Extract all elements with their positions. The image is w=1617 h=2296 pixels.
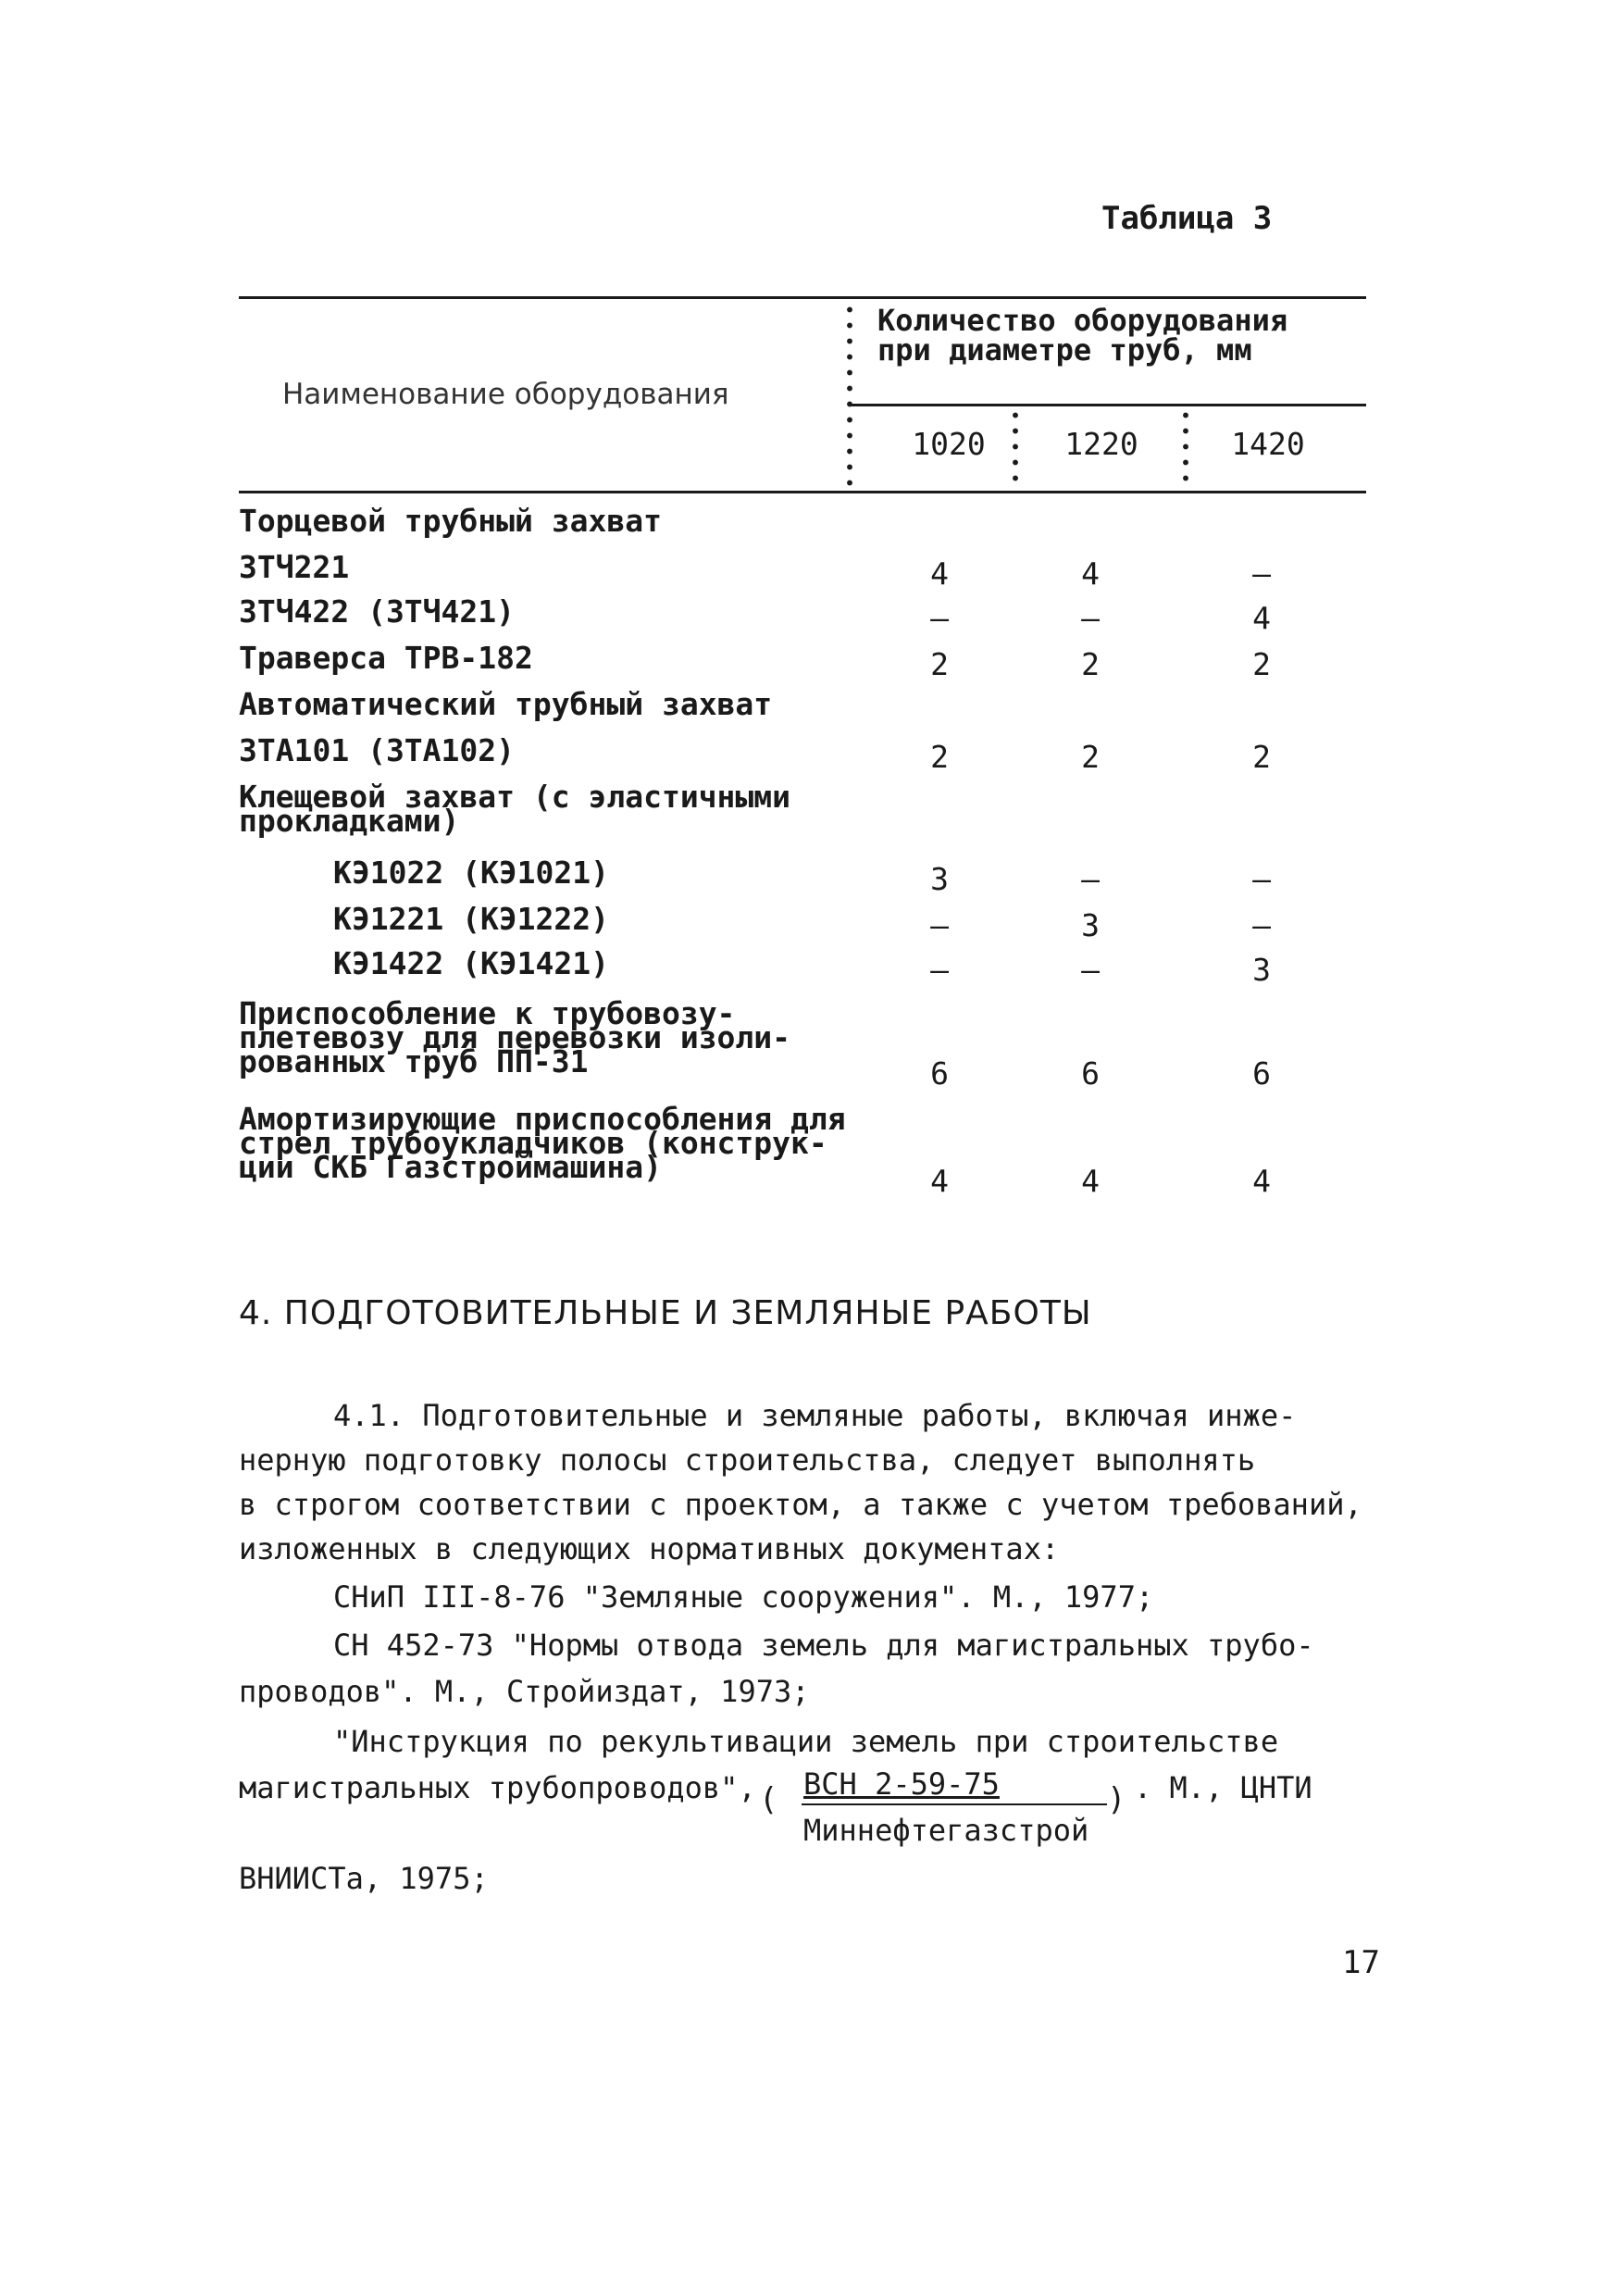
table-row — [239, 593, 516, 630]
table-row — [333, 901, 610, 937]
cell-value: – — [930, 907, 949, 943]
paragraph-line: 4.1. Подготовительные и земляные работы, включая инже- — [333, 1398, 1297, 1433]
cell-value: 2 — [1081, 739, 1100, 775]
header-mid-rule — [850, 404, 1366, 406]
cell-value: 2 — [930, 739, 949, 775]
row-name: 3ТЧ221 — [239, 549, 350, 585]
reference-instruction-end: ВНИИСТа, 1975; — [239, 1861, 489, 1896]
row-name: Автоматический трубный захват — [239, 686, 773, 722]
header-diameter-1020: 1020 — [912, 426, 986, 462]
table-row — [239, 549, 350, 585]
cell-value: 2 — [1252, 646, 1271, 682]
header-diameter-1420: 1420 — [1231, 426, 1305, 462]
row-name: КЭ1422 (КЭ1421) — [333, 945, 610, 981]
reference-instruction-cont: магистральных трубопроводов", — [239, 1770, 756, 1805]
table-row — [239, 640, 533, 676]
header-bottom-rule — [239, 491, 1366, 493]
cell-value: – — [930, 952, 949, 988]
reference-fraction-denominator: Миннефтегазстрой — [803, 1813, 1089, 1848]
cell-value: 3 — [1252, 952, 1271, 988]
cell-value: 4 — [1081, 1163, 1100, 1199]
reference-snip: СНиП III-8-76 "Земляные сооружения". М., 1977; — [333, 1579, 1154, 1615]
row-name: 3ТЧ422 (3ТЧ421) — [239, 593, 516, 630]
reference-instruction: "Инструкция по рекультивации земель при строительстве — [333, 1724, 1279, 1759]
paragraph-line: изложенных в следующих нормативных документах: — [239, 1531, 1060, 1566]
cell-value: 2 — [930, 646, 949, 682]
reference-open-paren: ( — [759, 1781, 778, 1818]
cell-value: – — [1081, 600, 1100, 636]
fraction-line — [802, 1803, 1107, 1805]
cell-value: 6 — [1081, 1055, 1100, 1092]
cell-value: 2 — [1081, 646, 1100, 682]
cell-value: – — [1252, 861, 1271, 897]
row-name: Траверса ТРВ-182 — [239, 640, 533, 676]
cell-value: 6 — [1252, 1055, 1271, 1092]
row-name: Амортизирующие приспособления для стрел трубоукладчиков (конструк- ции СКБ Газстроймашина) — [239, 1101, 846, 1185]
row-name: Торцевой трубный захват — [239, 503, 662, 539]
cell-value: 4 — [930, 1163, 949, 1199]
reference-fraction-numerator: ВСН 2-59-75 — [803, 1766, 1000, 1802]
row-name: Клещевой захват (с эластичными прокладками) — [239, 779, 791, 839]
cell-value: – — [1081, 952, 1100, 988]
header-separator-col3 — [1183, 407, 1188, 487]
paragraph-line: нерную подготовку полосы строительства, следует выполнять — [239, 1442, 1256, 1478]
cell-value: 4 — [930, 555, 949, 592]
row-name: 3ТА101 (3ТА102) — [239, 732, 516, 768]
header-separator-col2 — [1013, 407, 1018, 487]
cell-value: – — [1252, 907, 1271, 943]
table-row — [239, 503, 662, 539]
reference-instruction-publisher: . М., ЦНТИ — [1134, 1770, 1312, 1805]
header-equipment-name: Наименование оборудования — [282, 378, 729, 411]
table-label: Таблица 3 — [1101, 200, 1273, 237]
cell-value: 3 — [930, 861, 949, 897]
cell-value: 4 — [1252, 600, 1271, 636]
row-name: КЭ1022 (КЭ1021) — [333, 855, 610, 891]
table-row — [333, 945, 610, 981]
reference-sn-cont: проводов". М., Стройиздат, 1973; — [239, 1674, 810, 1709]
cell-value: 3 — [1081, 907, 1100, 943]
cell-value: 6 — [930, 1055, 949, 1092]
cell-value: – — [1081, 861, 1100, 897]
header-quantity: Количество оборудования при диаметре труб, мм — [877, 303, 1288, 368]
table-row — [239, 732, 516, 768]
row-name: КЭ1221 (КЭ1222) — [333, 901, 610, 937]
cell-value: 2 — [1252, 739, 1271, 775]
cell-value: – — [1252, 555, 1271, 592]
row-name: Приспособление к трубовозу- плетевозу для перевозки изоли- рованных труб ПП-31 — [239, 995, 791, 1079]
header-diameter-1220: 1220 — [1064, 426, 1138, 462]
table-row — [333, 855, 610, 891]
page-number: 17 — [1342, 1944, 1380, 1981]
paragraph-line: в строгом соответствии с проектом, а также с учетом требований, — [239, 1487, 1362, 1522]
table-row — [239, 779, 791, 839]
table-row — [239, 686, 773, 722]
cell-value: – — [930, 600, 949, 636]
table-row — [239, 995, 791, 1079]
reference-close-paren: ) — [1107, 1781, 1126, 1818]
table-top-rule — [239, 296, 1366, 299]
table-row — [239, 1101, 846, 1185]
section-title: 4. ПОДГОТОВИТЕЛЬНЫЕ И ЗЕМЛЯНЫЕ РАБОТЫ — [239, 1294, 1092, 1332]
header-separator-main — [847, 302, 852, 487]
cell-value: 4 — [1081, 555, 1100, 592]
cell-value: 4 — [1252, 1163, 1271, 1199]
reference-sn: СН 452-73 "Нормы отвода земель для магистральных трубо- — [333, 1628, 1314, 1663]
